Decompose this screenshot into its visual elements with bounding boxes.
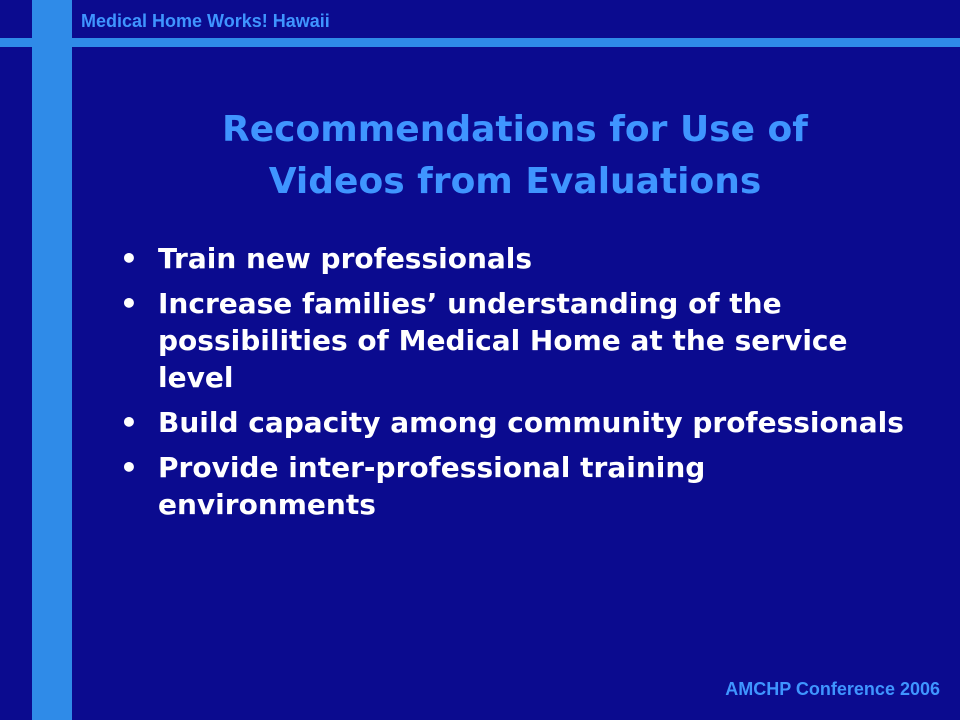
bullet-icon: • (120, 287, 138, 320)
bullet-icon: • (120, 406, 138, 439)
vertical-accent-bar (32, 0, 72, 720)
bullet-item (116, 404, 916, 441)
bullet-list (116, 240, 916, 531)
org-place: Hawaii (272, 11, 330, 31)
header-org (81, 10, 330, 32)
bullet-text: Provide inter-professional training environments (158, 451, 706, 521)
footer-conference: AMCHP Conference 2006 (725, 679, 940, 699)
slide-title-line-1: Recommendations for Use of (222, 109, 808, 150)
bullet-item (116, 240, 916, 277)
slide-title-line-2: Videos from Evaluations (268, 161, 762, 202)
bullet-text: Build capacity among community professionals (158, 406, 904, 439)
horizontal-accent-bar (0, 38, 960, 47)
bullet-text: Train new professionals (158, 242, 533, 275)
org-name: Medical Home Works! (81, 11, 268, 31)
slide-title (150, 104, 880, 208)
bullet-item (116, 449, 916, 523)
bullet-icon: • (120, 242, 138, 275)
bullet-item (116, 285, 916, 396)
bullet-icon: • (120, 451, 138, 484)
bullet-text: Increase families’ understanding of the possibilities of Medical Home at the service level (158, 287, 848, 394)
